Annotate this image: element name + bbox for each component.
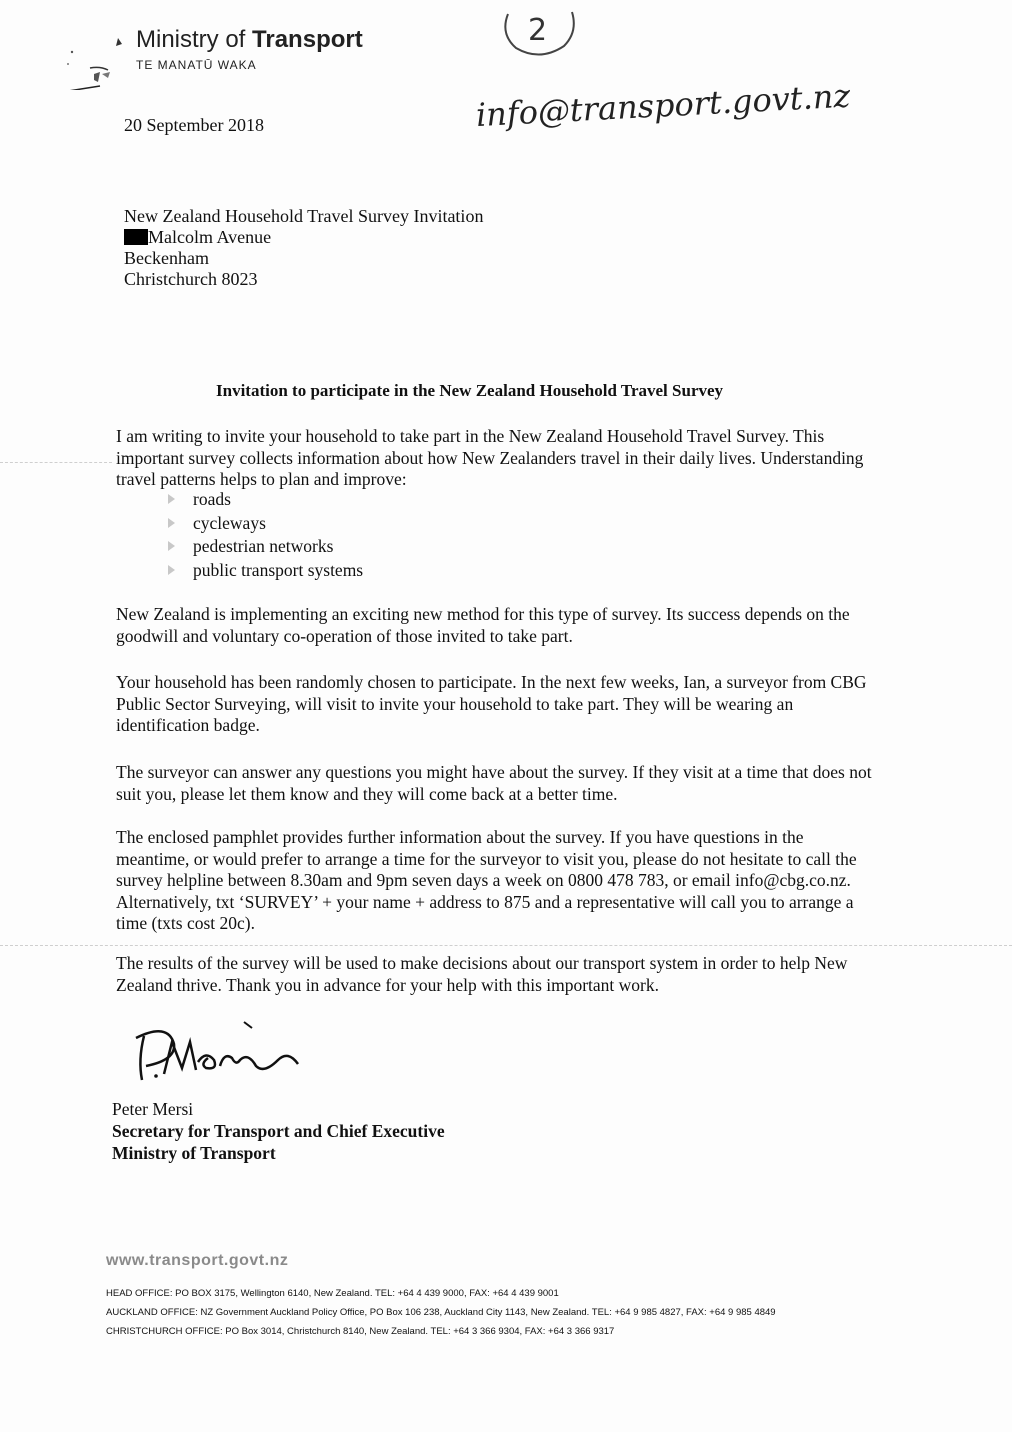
- paragraph-6: The results of the survey will be used to make decisions about our transport system in order to help New Zealand thrive. Thank you in advance for your help with this important work.: [116, 953, 848, 995]
- org-name: Ministry of Transport: [136, 26, 363, 53]
- paragraph-5: The enclosed pamphlet provides further information about the survey. If you have questions in the meantime, or would prefer to arrange a time for the surveyor to visit you, please do not hesitate to call the survey helpline between 8.30am and 9pm seven days a week on 0800 478 783, or email info@cbg.co.nz. Alternatively, txt ‘SURVEY’ + your name + address to 875 and a representative will call you to arrange a time (txts cost 20c).: [116, 827, 857, 933]
- footer-head-office: HEAD OFFICE: PO BOX 3175, Wellington 6140, New Zealand. TEL: +64 4 439 9000, FAX: +64 4 439 9001: [106, 1288, 559, 1299]
- signer-block: [112, 1098, 445, 1164]
- paragraph-1: I am writing to invite your household to take part in the New Zealand Household Travel Survey. This important survey collects information about how New Zealanders travel in their daily lives. Understanding travel patterns helps to plan and improve:: [116, 426, 864, 489]
- list-item: pedestrian networks: [168, 535, 363, 559]
- list-item: public transport systems: [168, 559, 363, 583]
- scan-artifact-line: [0, 945, 1012, 946]
- redacted-block: [124, 229, 148, 245]
- list-item: roads: [168, 488, 363, 512]
- footer-offices: [106, 1284, 776, 1341]
- scan-artifact-line: [0, 462, 112, 463]
- signer-org: Ministry of Transport: [112, 1143, 276, 1163]
- letter-date: 20 September 2018: [124, 115, 264, 135]
- footer-auckland-office: AUCKLAND OFFICE: NZ Government Auckland Policy Office, PO Box 106 238, Auckland City 1143, New Zealand. TEL: +64 9 985 4827, FAX: +64 9 985 4849: [106, 1307, 776, 1318]
- paragraph-4: The surveyor can answer any questions you might have about the survey. If they visit at a time that does not suit you, please let them know and they will come back at a better time.: [116, 762, 872, 804]
- footer-christchurch-office: CHRISTCHURCH OFFICE: PO Box 3014, Christchurch 8140, New Zealand. TEL: +64 3 366 9304, FAX: +64 3 366 9317: [106, 1326, 615, 1337]
- signer-title: Secretary for Transport and Chief Executive: [112, 1121, 445, 1141]
- handwritten-email-annotation: [470, 70, 900, 140]
- handwritten-number-annotation: [494, 4, 584, 64]
- bullet-list: [168, 488, 363, 582]
- paragraph-3: Your household has been randomly chosen to participate. In the next few weeks, Ian, a surveyor from CBG Public Sector Surveying, will visit to invite your household to take part. They will be wearing an identification badge.: [116, 672, 867, 735]
- signature-image: [128, 1016, 328, 1086]
- list-item: cycleways: [168, 512, 363, 536]
- bullet-arrow-icon: [168, 565, 175, 575]
- bullet-arrow-icon: [168, 518, 175, 528]
- signer-name: Peter Mersi: [112, 1099, 194, 1119]
- org-subtitle: TE MANATŪ WAKA: [136, 58, 257, 72]
- recipient-address: [124, 206, 483, 290]
- handwritten-number-text: 2: [528, 13, 548, 48]
- address-line-3: Beckenham: [124, 248, 209, 268]
- handwritten-email-text: info@transport.govt.nz: [475, 76, 852, 135]
- bullet-arrow-icon: [168, 494, 175, 504]
- address-line-1: New Zealand Household Travel Survey Invitation: [124, 206, 484, 226]
- paragraph-2: New Zealand is implementing an exciting new method for this type of survey. Its success depends on the goodwill and voluntary co-operation of those invited to take part.: [116, 604, 850, 646]
- letter-heading: Invitation to participate in the New Zealand Household Travel Survey: [216, 381, 724, 400]
- bullet-arrow-icon: [168, 541, 175, 551]
- ministry-logo-icon: [60, 30, 130, 90]
- footer-website-link[interactable]: www.transport.govt.nz: [106, 1252, 289, 1269]
- address-line-4: Christchurch 8023: [124, 269, 258, 289]
- address-line-2: Malcolm Avenue: [124, 227, 483, 248]
